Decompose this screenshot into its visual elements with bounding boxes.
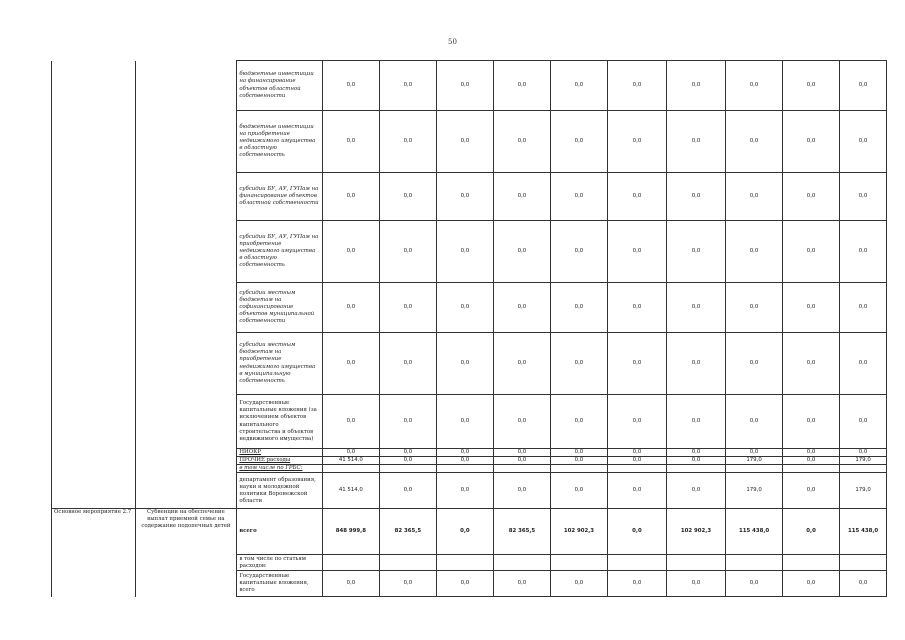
value-cell: 41 514,0 xyxy=(322,457,379,465)
value-cell: 0,0 xyxy=(436,395,493,449)
measure-code: Основное мероприятие 2.7 xyxy=(52,509,136,597)
value-cell: 0,0 xyxy=(840,449,887,457)
value-cell xyxy=(726,555,783,571)
value-cell: 0,0 xyxy=(783,111,840,173)
value-cell: 0,0 xyxy=(436,61,493,111)
value-cell: 0,0 xyxy=(666,571,725,597)
value-cell: 0,0 xyxy=(322,449,379,457)
value-cell: 0,0 xyxy=(783,221,840,283)
table-row xyxy=(52,457,887,465)
page-number: 50 xyxy=(448,38,457,46)
value-cell: 0,0 xyxy=(436,571,493,597)
value-cell: 0,0 xyxy=(322,333,379,395)
value-cell xyxy=(550,465,607,473)
value-cell: 0,0 xyxy=(726,449,783,457)
value-cell: 179,0 xyxy=(726,473,783,509)
value-cell: 0,0 xyxy=(607,173,666,221)
value-cell: 0,0 xyxy=(436,457,493,465)
value-cell: 0,0 xyxy=(493,333,550,395)
empty-code-cell xyxy=(52,457,136,465)
value-cell: 0,0 xyxy=(379,173,436,221)
value-cell: 0,0 xyxy=(840,571,887,597)
total-value-cell: 82 365,5 xyxy=(379,509,436,555)
empty-name-cell xyxy=(135,333,237,395)
value-cell xyxy=(493,555,550,571)
table-row xyxy=(52,111,887,173)
empty-name-cell xyxy=(135,395,237,449)
empty-code-cell xyxy=(52,221,136,283)
measure-total-row xyxy=(52,509,887,555)
value-cell: 0,0 xyxy=(666,221,725,283)
value-cell: 179,0 xyxy=(840,457,887,465)
empty-name-cell xyxy=(135,457,237,465)
empty-code-cell xyxy=(52,465,136,473)
value-cell: 0,0 xyxy=(783,473,840,509)
value-cell: 0,0 xyxy=(379,61,436,111)
value-cell: 0,0 xyxy=(550,111,607,173)
value-cell xyxy=(379,465,436,473)
value-cell: 0,0 xyxy=(607,449,666,457)
value-cell: 0,0 xyxy=(493,449,550,457)
value-cell: 0,0 xyxy=(607,283,666,333)
value-cell: 0,0 xyxy=(550,473,607,509)
value-cell: 0,0 xyxy=(493,111,550,173)
value-cell: 0,0 xyxy=(666,61,725,111)
value-cell: 0,0 xyxy=(322,221,379,283)
empty-name-cell xyxy=(135,111,237,173)
value-cell: 0,0 xyxy=(550,457,607,465)
table-row xyxy=(52,395,887,449)
value-cell: 179,0 xyxy=(726,457,783,465)
table-body xyxy=(52,61,887,597)
value-cell: 0,0 xyxy=(726,571,783,597)
row-label: НИОКР xyxy=(237,449,323,457)
empty-name-cell xyxy=(135,473,237,509)
value-cell: 0,0 xyxy=(379,571,436,597)
value-cell: 0,0 xyxy=(726,283,783,333)
table-row xyxy=(52,61,887,111)
value-cell: 0,0 xyxy=(607,457,666,465)
value-cell: 0,0 xyxy=(666,111,725,173)
total-value-cell: 0,0 xyxy=(607,509,666,555)
value-cell xyxy=(783,555,840,571)
value-cell: 0,0 xyxy=(783,283,840,333)
value-cell: 0,0 xyxy=(322,395,379,449)
table-row xyxy=(52,473,887,509)
value-cell: 0,0 xyxy=(379,449,436,457)
value-cell: 0,0 xyxy=(666,173,725,221)
value-cell: 0,0 xyxy=(322,283,379,333)
value-cell: 0,0 xyxy=(666,283,725,333)
value-cell: 0,0 xyxy=(607,395,666,449)
table-row xyxy=(52,465,887,473)
value-cell: 0,0 xyxy=(726,61,783,111)
empty-code-cell xyxy=(52,111,136,173)
table-row xyxy=(52,221,887,283)
value-cell: 0,0 xyxy=(379,111,436,173)
value-cell: 0,0 xyxy=(379,333,436,395)
value-cell xyxy=(783,465,840,473)
value-cell: 0,0 xyxy=(493,571,550,597)
row-label: субсидии БУ, АУ, ГУПам на приобретение недвижимого имущества в областную собственность xyxy=(237,221,323,283)
value-cell: 0,0 xyxy=(840,221,887,283)
row-label: субсидии БУ, АУ, ГУПам на финансирование объектов областной собственности xyxy=(237,173,323,221)
empty-code-cell xyxy=(52,395,136,449)
row-label: в том числе по ГРБС: xyxy=(237,465,323,473)
value-cell: 0,0 xyxy=(493,173,550,221)
value-cell: 0,0 xyxy=(783,457,840,465)
empty-code-cell xyxy=(52,283,136,333)
table-row xyxy=(52,449,887,457)
value-cell: 0,0 xyxy=(783,61,840,111)
value-cell: 0,0 xyxy=(783,395,840,449)
value-cell: 0,0 xyxy=(493,283,550,333)
total-label: всего xyxy=(237,509,323,555)
empty-code-cell xyxy=(52,333,136,395)
value-cell: 0,0 xyxy=(436,473,493,509)
value-cell: 0,0 xyxy=(493,473,550,509)
table-row xyxy=(52,283,887,333)
value-cell: 0,0 xyxy=(666,333,725,395)
value-cell: 0,0 xyxy=(379,473,436,509)
row-label: департамент образования, науки и молодежной политики Воронежской области xyxy=(237,473,323,509)
empty-name-cell xyxy=(135,465,237,473)
row-label: Государственные капитальные вложения, всего xyxy=(237,571,323,597)
value-cell: 0,0 xyxy=(493,221,550,283)
value-cell: 0,0 xyxy=(379,221,436,283)
value-cell: 0,0 xyxy=(726,111,783,173)
value-cell: 0,0 xyxy=(840,173,887,221)
value-cell: 0,0 xyxy=(840,111,887,173)
empty-name-cell xyxy=(135,61,237,111)
row-label: в том числе по статьям расходов: xyxy=(237,555,323,571)
row-label: ПРОЧИЕ расходы xyxy=(237,457,323,465)
value-cell: 0,0 xyxy=(436,449,493,457)
empty-code-cell xyxy=(52,173,136,221)
value-cell: 0,0 xyxy=(550,61,607,111)
value-cell xyxy=(493,465,550,473)
value-cell xyxy=(436,555,493,571)
value-cell xyxy=(379,555,436,571)
value-cell: 0,0 xyxy=(550,333,607,395)
row-label: субсидии местным бюджетам на приобретение недвижимого имущества в муниципальную собственность xyxy=(237,333,323,395)
value-cell xyxy=(607,555,666,571)
value-cell: 0,0 xyxy=(493,61,550,111)
value-cell xyxy=(322,465,379,473)
value-cell: 0,0 xyxy=(550,221,607,283)
value-cell: 0,0 xyxy=(666,473,725,509)
value-cell: 0,0 xyxy=(840,395,887,449)
value-cell: 0,0 xyxy=(493,395,550,449)
value-cell xyxy=(666,555,725,571)
total-value-cell: 115 438,0 xyxy=(726,509,783,555)
value-cell: 0,0 xyxy=(666,449,725,457)
row-label: Государственные капитальные вложения (за исключением объектов капитального строительства и объектов недвижимого имущества) xyxy=(237,395,323,449)
row-label: субсидии местным бюджетам на софинансирование объектов муниципальной собственности xyxy=(237,283,323,333)
table-row xyxy=(52,173,887,221)
value-cell: 41 514,0 xyxy=(322,473,379,509)
value-cell: 0,0 xyxy=(666,395,725,449)
value-cell: 0,0 xyxy=(436,283,493,333)
value-cell: 0,0 xyxy=(550,449,607,457)
value-cell: 0,0 xyxy=(607,61,666,111)
value-cell xyxy=(607,465,666,473)
empty-name-cell xyxy=(135,221,237,283)
value-cell xyxy=(550,555,607,571)
table-row xyxy=(52,333,887,395)
value-cell: 0,0 xyxy=(607,333,666,395)
value-cell: 0,0 xyxy=(726,395,783,449)
value-cell: 0,0 xyxy=(550,173,607,221)
value-cell: 0,0 xyxy=(840,61,887,111)
value-cell: 179,0 xyxy=(840,473,887,509)
value-cell: 0,0 xyxy=(379,457,436,465)
value-cell: 0,0 xyxy=(607,111,666,173)
empty-name-cell xyxy=(135,449,237,457)
value-cell xyxy=(840,555,887,571)
empty-name-cell xyxy=(135,173,237,221)
value-cell: 0,0 xyxy=(550,283,607,333)
value-cell: 0,0 xyxy=(783,333,840,395)
value-cell xyxy=(726,465,783,473)
value-cell: 0,0 xyxy=(436,111,493,173)
value-cell xyxy=(322,555,379,571)
value-cell: 0,0 xyxy=(783,571,840,597)
empty-code-cell xyxy=(52,61,136,111)
value-cell: 0,0 xyxy=(840,333,887,395)
value-cell: 0,0 xyxy=(726,333,783,395)
value-cell: 0,0 xyxy=(666,457,725,465)
value-cell: 0,0 xyxy=(379,283,436,333)
value-cell xyxy=(840,465,887,473)
value-cell: 0,0 xyxy=(322,571,379,597)
total-value-cell: 102 902,3 xyxy=(666,509,725,555)
empty-code-cell xyxy=(52,473,136,509)
value-cell: 0,0 xyxy=(550,395,607,449)
budget-table xyxy=(51,60,887,597)
total-value-cell: 82 365,5 xyxy=(493,509,550,555)
row-label: бюджетные инвестиции на приобретение недвижимого имущества в областную собственность xyxy=(237,111,323,173)
value-cell: 0,0 xyxy=(840,283,887,333)
total-value-cell: 0,0 xyxy=(783,509,840,555)
value-cell: 0,0 xyxy=(493,457,550,465)
empty-name-cell xyxy=(135,283,237,333)
empty-code-cell xyxy=(52,449,136,457)
value-cell: 0,0 xyxy=(379,395,436,449)
value-cell xyxy=(436,465,493,473)
value-cell: 0,0 xyxy=(436,333,493,395)
value-cell: 0,0 xyxy=(726,173,783,221)
value-cell: 0,0 xyxy=(322,61,379,111)
total-value-cell: 0,0 xyxy=(436,509,493,555)
value-cell: 0,0 xyxy=(783,173,840,221)
value-cell: 0,0 xyxy=(436,221,493,283)
total-value-cell: 115 438,0 xyxy=(840,509,887,555)
value-cell: 0,0 xyxy=(726,221,783,283)
value-cell: 0,0 xyxy=(436,173,493,221)
measure-name: Субвенции на обеспечение выплат приемной семье на содержание подопечных детей xyxy=(135,509,237,597)
value-cell xyxy=(666,465,725,473)
total-value-cell: 102 902,3 xyxy=(550,509,607,555)
total-value-cell: 848 999,8 xyxy=(322,509,379,555)
value-cell: 0,0 xyxy=(783,449,840,457)
value-cell: 0,0 xyxy=(550,571,607,597)
row-label: бюджетные инвестиции на финансирование объектов областной собственности xyxy=(237,61,323,111)
value-cell: 0,0 xyxy=(322,173,379,221)
value-cell: 0,0 xyxy=(607,473,666,509)
value-cell: 0,0 xyxy=(607,221,666,283)
value-cell: 0,0 xyxy=(322,111,379,173)
value-cell: 0,0 xyxy=(607,571,666,597)
